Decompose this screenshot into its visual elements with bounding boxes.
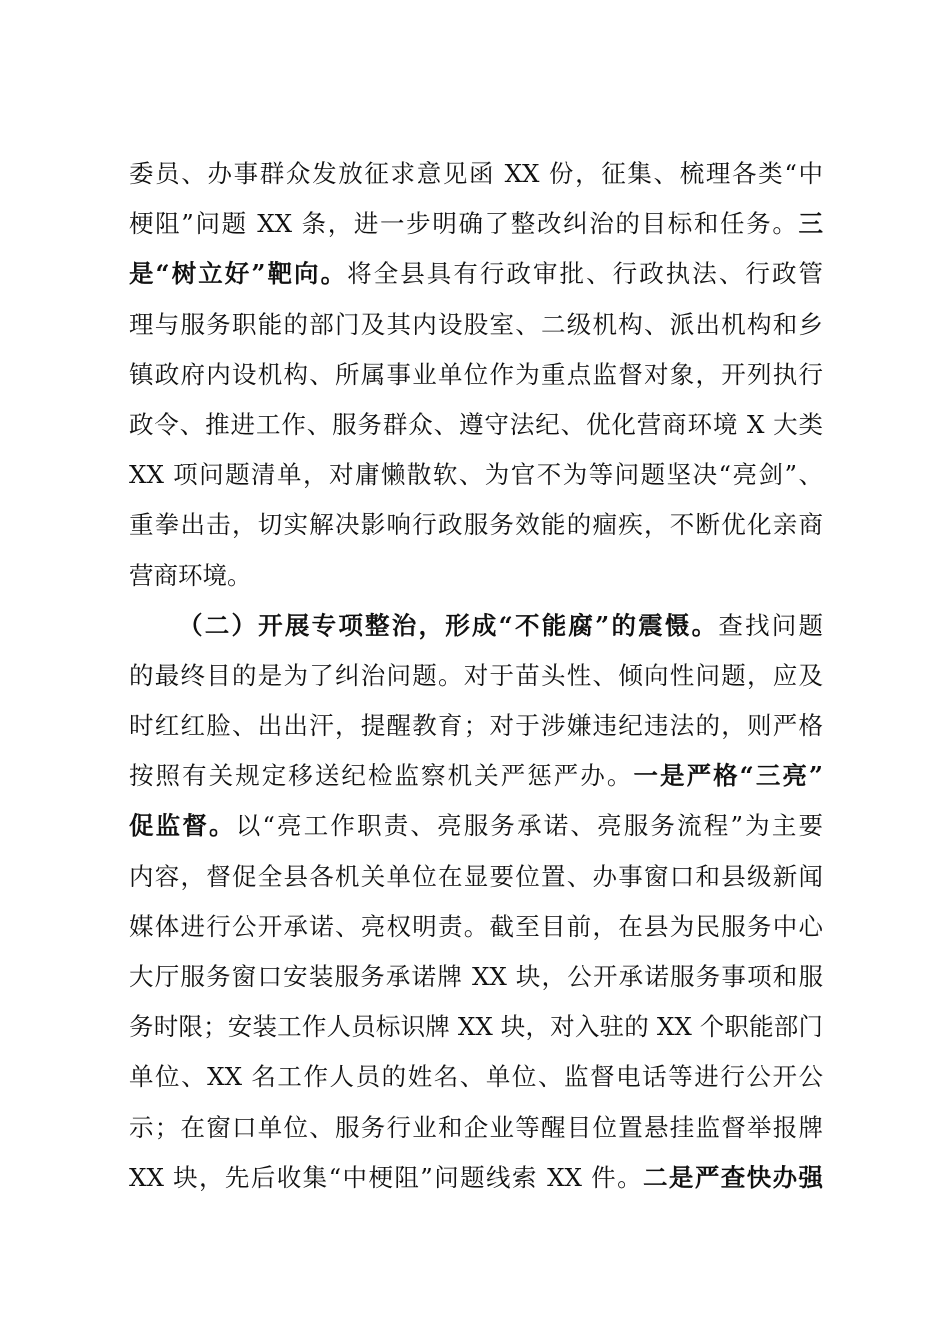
- text-segment: 重拳出击，切实解决影响行政服务效能的痼疾，不断优化亲商: [129, 510, 823, 540]
- text-line-12: [129, 701, 823, 751]
- text-segment: 营商环境。: [129, 560, 252, 590]
- bold-heading-segment: 促监督。: [129, 811, 236, 841]
- text-segment: 政令、推进工作、服务群众、遵守法纪、优化营商环境 X 大类: [129, 409, 823, 439]
- text-line-13: [129, 751, 823, 801]
- section-heading: （二）开展专项整治，形成“不能腐”的震慑。: [178, 610, 719, 640]
- text-segment: 查找问题: [718, 610, 824, 640]
- text-line-16: [129, 902, 823, 952]
- text-segment: 按照有关规定移送纪检监察机关严惩严办。: [129, 761, 634, 791]
- text-line-15: [129, 852, 823, 902]
- bold-heading-segment: 三: [798, 209, 823, 239]
- text-segment: XX 项问题清单，对庸懒散软、为官不为等问题坚决“亮剑”、: [129, 460, 823, 490]
- text-segment: 务时限；安装工作人员标识牌 XX 块，对入驻的 XX 个职能部门: [129, 1012, 823, 1042]
- text-line-8: [129, 500, 823, 550]
- text-line-5: [129, 350, 823, 400]
- text-segment: 将全县具有行政审批、行政执法、行政管: [347, 259, 823, 289]
- text-segment: 以“亮工作职责、亮服务承诺、亮服务流程”为主要: [235, 811, 823, 841]
- text-segment: 理与服务职能的部门及其内设股室、二级机构、派出机构和乡: [129, 309, 823, 339]
- text-segment: 时红红脸、出出汗，提醒教育；对于涉嫌违纪违法的，则严格: [129, 711, 823, 741]
- text-segment: 单位、XX 名工作人员的姓名、单位、监督电话等进行公开公: [129, 1062, 823, 1092]
- text-line-20: [129, 1103, 823, 1153]
- text-line-3: [129, 249, 823, 299]
- text-line-17: [129, 952, 823, 1002]
- text-line-21: [129, 1153, 823, 1203]
- text-segment: 媒体进行公开承诺、亮权明责。截至目前，在县为民服务中心: [129, 911, 823, 941]
- text-line-6: [129, 400, 823, 450]
- text-segment: XX 块，先后收集“中梗阻”问题线索 XX 件。: [129, 1162, 643, 1192]
- bold-heading-segment: 二是严查快办强: [643, 1162, 823, 1192]
- text-line-19: [129, 1052, 823, 1102]
- text-line-2: [129, 199, 823, 249]
- text-segment: 委员、办事群众发放征求意见函 XX 份，征集、梳理各类“中: [129, 159, 823, 188]
- text-line-9: [129, 551, 823, 601]
- text-segment: 内容，督促全县各机关单位在显要位置、办事窗口和县级新闻: [129, 861, 823, 891]
- text-segment: 大厅服务窗口安装服务承诺牌 XX 块，公开承诺服务事项和服: [129, 962, 823, 991]
- text-line-4: [129, 300, 823, 350]
- text-line-11: [129, 651, 823, 701]
- text-segment: 梗阻”问题 XX 条，进一步明确了整改纠治的目标和任务。: [129, 209, 799, 239]
- text-line-18: [129, 1002, 823, 1052]
- text-line-10: [129, 601, 823, 651]
- document-body: [129, 149, 823, 1203]
- text-segment: 的最终目的是为了纠治问题。对于苗头性、倾向性问题，应及: [129, 660, 823, 690]
- bold-heading-segment: 是“树立好”靶向。: [129, 259, 348, 289]
- text-line-7: [129, 450, 823, 500]
- text-line-1: [129, 149, 823, 199]
- text-segment: 示；在窗口单位、服务行业和企业等醒目位置悬挂监督举报牌: [129, 1112, 823, 1142]
- text-line-14: [129, 801, 823, 851]
- bold-heading-segment: 一是严格“三亮”: [633, 761, 824, 791]
- text-segment: 镇政府内设机构、所属事业单位作为重点监督对象，开列执行: [129, 359, 823, 389]
